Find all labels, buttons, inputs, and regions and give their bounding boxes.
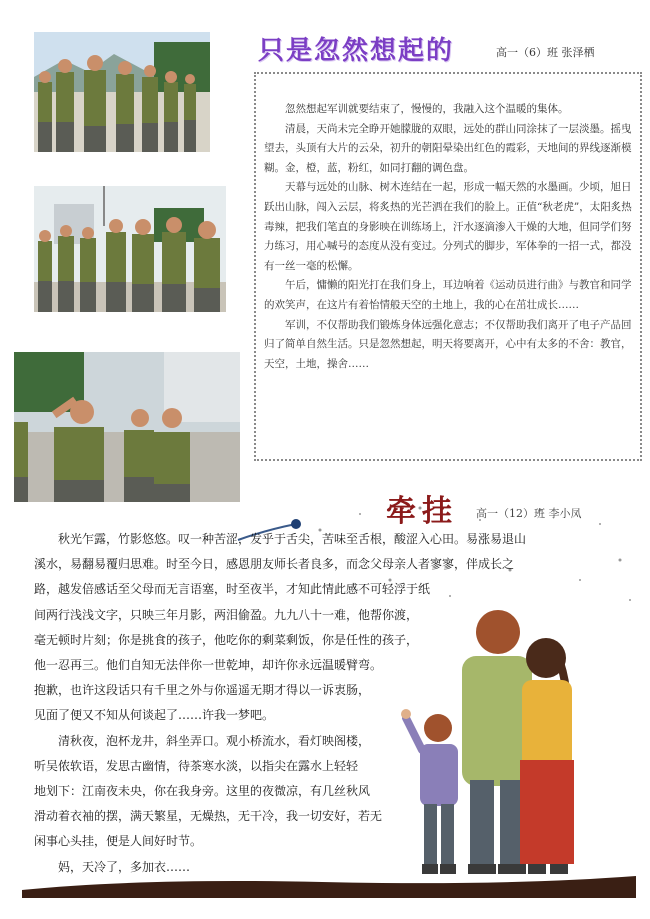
article-byline: 高一（6）班 张泽栖: [496, 46, 595, 59]
military-training-photo-1: [34, 32, 210, 152]
essay-line: 滑动着衣袖的摆，满天繁星，无燥热，无干冷，我一切安好，若无: [34, 809, 383, 824]
family-illustration: [400, 600, 590, 885]
paragraph: 清晨，天尚未完全睁开她朦胧的双眼，远处的群山同涂抹了一层淡墨。摇曳望去，头顶有大片的云朵，初升的朝阳晕染出红色的霞彩，天地间的界线逐渐模糊。金，橙，蓝，粉红，如同打翻的调色盘。: [264, 122, 632, 174]
essay-line: 毫无顿时片刻；你是挑食的孩子，他吃你的剩菜剩饭，你是任性的孩子，: [34, 632, 419, 647]
essay-line: 秋光乍露，竹影悠悠。叹一种苦涩，发乎于舌尖，苦味至舌根，酸涩入心田。易涨易退山: [58, 532, 527, 546]
paragraph: 天幕与远处的山脉、树木连结在一起，形成一幅天然的水墨画。少顷，旭日跃出山脉，闯入云层，将炙热的光芒洒在我们的脸上。正值“秋老虎”，太阳炙热毒辣，把我们笔直的身影映在训练场上，汗水逐滴渗入干燥的大地，但同学们努力练习，用心喊号的态度从没有变过。分列式的脚步，军体拳的一招一式，都没有一丝一毫的松懈。: [264, 181, 632, 272]
essay-line: 间两行浅浅文字，只映三年月影，两泪偷盈。九九八十一难，他帮你渡，: [34, 607, 419, 622]
essay-byline: 高一（12）班 李小凤: [476, 507, 582, 520]
essay-line: 他一忍再三。他们自知无法伴你一世乾坤，却许你永远温暖臂弯。: [34, 658, 383, 673]
essay-line: 妈，天冷了，多加衣……: [58, 859, 191, 874]
ground-brushstroke: [22, 876, 636, 898]
essay-line: 路，越发倍感话至父母而无言语塞，时至夜半，才知此情此感不可轻浮于纸: [34, 582, 431, 597]
essay-line: 地划下：江南夜未央，你在我身旁。这里的夜微凉，有几丝秋风: [34, 784, 371, 799]
article-title: 只是忽然想起的: [258, 36, 455, 66]
essay-line: 听吴侬软语，发思古幽情，待茶寒水淡，以指尖在露水上轻轻: [34, 758, 359, 773]
article-body: [264, 100, 632, 374]
paragraph: 午后，慵懒的阳光打在我们身上，耳边响着《运动员进行曲》与教官和同学的欢笑声，在这片有着怡情般天空的土地上，我的心在茁壮成长……: [264, 279, 632, 311]
essay-line: 见面了便又不知从何谈起了……许我一梦吧。: [34, 708, 275, 723]
military-training-photo-2: [34, 186, 226, 312]
essay-line: 溪水，易翻易覆归思难。时至今日，感恩朋友师长者良多，而念父母亲人者寥寥，伴成长之: [34, 557, 515, 572]
essay-line: 抱歉，也许这段话只有千里之外与你遥遥无期才得以一诉衷肠，: [34, 683, 371, 698]
essay-line: 闲事心头挂，便是人间好时节。: [34, 834, 203, 849]
military-training-photo-3: [14, 352, 240, 502]
paragraph: 军训，不仅帮助我们锻炼身体远强化意志；不仅帮助我们离开了电子产品回归了简单自然生活。只是忽然想起，明天将要离开，心中有太多的不舍：教官，天空，土地，操舍……: [264, 318, 632, 370]
essay-title: 牵挂: [386, 494, 458, 529]
paragraph: 忽然想起军训就要结束了，慢慢的，我融入这个温暖的集体。: [285, 103, 569, 115]
essay-line: 清秋夜，泡杯龙井，斜坐弄口。观小桥流水，看灯映阁楼，: [58, 733, 371, 748]
